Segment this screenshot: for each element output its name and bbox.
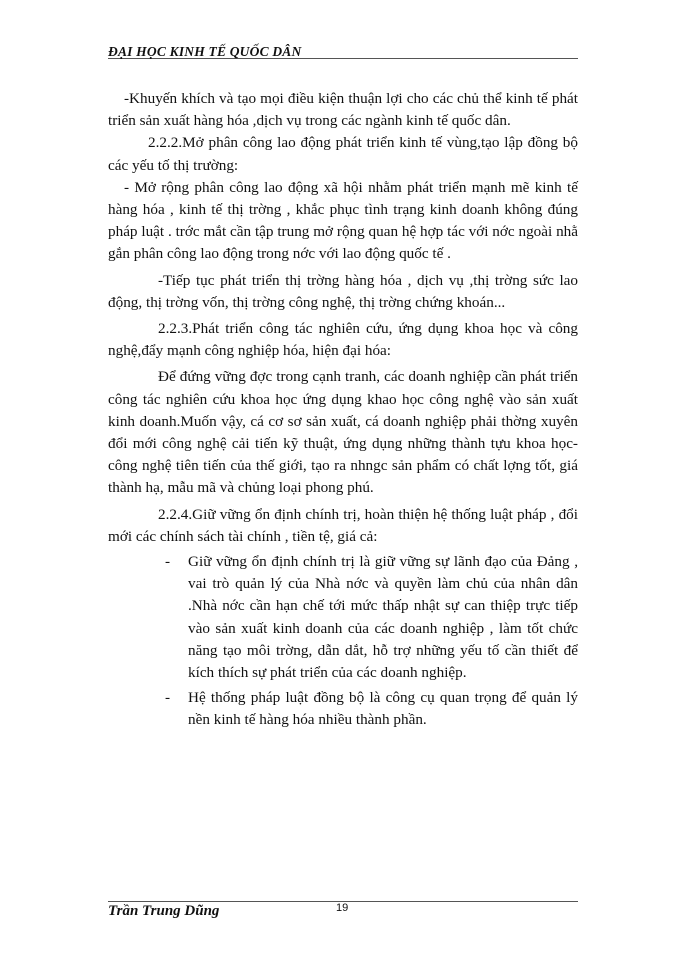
paragraph-market-development: -Tiếp tục phát triển thị trờng hàng hóa , dịch vụ ,thị trờng sức lao động, thị trờng vốn, thị trờng công nghệ, thị trờng chứng khoán... xyxy=(108,271,578,311)
bullet-text: Giữ vững ổn định chính trị là giữ vững sự lãnh đạo của Đảng , vai trò quản lý của Nhà nớc và quyền làm chủ của nhân dân .Nhà nớc cần hạn chế tới mức thấp nhật sự can thiệp trực tiếp vào sản xuất kinh doanh của các doanh nghiệp , làm tốt chức năng tạo môi trờng, dẫn dắt, hỗ trợ những yếu tố cần thiết để kích thích sự phát triển của các doanh nghiệp. xyxy=(188,553,578,682)
section-heading-2-2-3: 2.2.3.Phát triển công tác nghiên cứu, ứng dụng khoa học và công nghệ,đẩy mạnh công nghiệp hóa, hiện đại hóa: xyxy=(108,320,578,360)
page-body xyxy=(108,88,578,732)
page-footer xyxy=(108,901,578,932)
bullet-dash-icon: - xyxy=(165,553,171,571)
page-number: 19 xyxy=(336,902,349,914)
page-header xyxy=(108,40,578,59)
section-heading-2-2-4: 2.2.4.Giữ vững ổn định chính trị, hoàn thiện hệ thống luật pháp , đổi mới các chính sách tài chính , tiền tệ, giá cả: xyxy=(108,505,578,545)
paragraph-encourage: -Khuyến khích và tạo mọi điều kiện thuận lợi cho các chủ thể kinh tế phát triển sản xuất hàng hóa ,dịch vụ trong các ngành kinh tế quốc dân. xyxy=(108,90,578,130)
paragraph-science-technology: Để đứng vững đợc trong cạnh tranh, các doanh nghiệp cần phát triển công tác nghiên cứu khoa học ứng dụng khao học công nghệ vào sản xuất kinh doanh.Muốn vậy, cá cơ sơ sản xuất, cá doanh nghiệp phải thờng xuyên đổi mới công nghệ cải tiến kỹ thuật, ứng dụng những thành tựu khoa học-công nghệ tiên tiến của thế giới, tạo ra nhngc sản phẩm có chất lợng tốt, giá thành hạ, mẫu mã và chủng loại phong phú. xyxy=(108,368,578,497)
bullet-item xyxy=(108,687,578,731)
paragraph-labor-division: - Mở rộng phân công lao động xã hội nhằm phát triển mạnh mẽ kinh tế hàng hóa , kinh tế thị trờng , khắc phục tình trạng kinh doanh không đúng pháp luật . trớc mắt cần tập trung mở rộng quan hệ hợp tác với nớc ngoài nhằ gắn phân công lao động trong nớc với lao động quốc tế . xyxy=(108,178,578,263)
section-heading-2-2-2: 2.2.2.Mở phân công lao động phát triển kinh tế vùng,tạo lập đồng bộ các yếu tố thị trường: xyxy=(108,134,578,174)
bullet-text: Hệ thống pháp luật đồng bộ là công cụ quan trọng để quản lý nền kinh tế hàng hóa nhiều thành phần. xyxy=(188,689,578,729)
footer-author: Trần Trung Dũng xyxy=(108,903,220,919)
header-title: ĐẠI HỌC KINH TẾ QUỐC DÂN xyxy=(108,44,302,59)
bullet-dash-icon: - xyxy=(165,689,171,707)
bullet-item xyxy=(108,551,578,684)
